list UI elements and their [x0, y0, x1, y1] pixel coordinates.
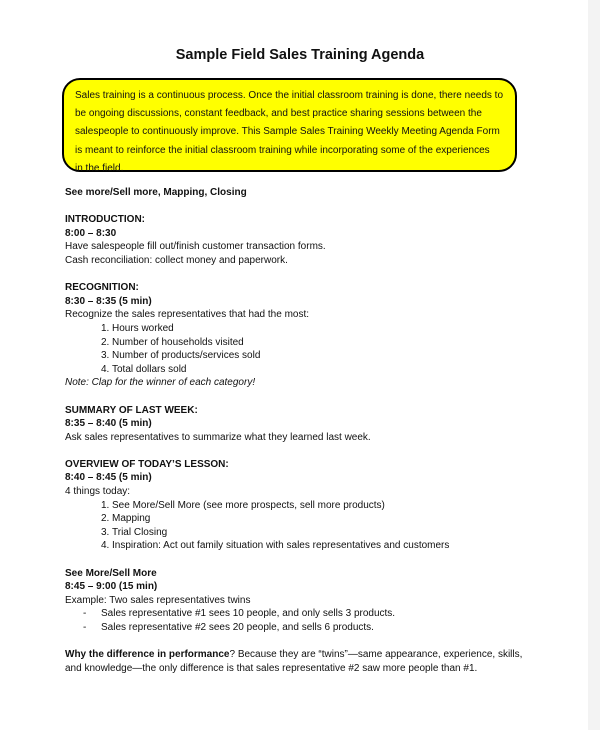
item-text: Mapping: [112, 513, 151, 525]
item-text: Inspiration: Act out family situation with sales representatives and customers: [112, 540, 450, 552]
item-number: 4.: [101, 540, 110, 552]
why-line-2: and knowledge—the only difference is that sales representative #2 saw more people than #1.: [65, 662, 478, 674]
dash-bullet: -: [83, 608, 87, 620]
item-text: Number of products/services sold: [112, 350, 261, 362]
item-text: Total dollars sold: [112, 363, 187, 375]
why-line-1: [65, 648, 590, 662]
intro-callout: [62, 78, 517, 172]
item-number: 1.: [101, 499, 110, 511]
recognition-intro: Recognize the sales representatives that had the most:: [65, 309, 310, 321]
callout-line: salespeople to continuously improve. This Sample Sales Training Weekly Meeting Agenda Form: [75, 126, 500, 138]
list-item: [65, 499, 590, 513]
see-more-heading: See more/Sell more, Mapping, Closing: [65, 187, 247, 198]
intro-line: Have salespeople fill out/finish customer transaction forms.: [65, 241, 326, 253]
seemore-time: 8:45 – 9:00 (15 min): [65, 581, 158, 593]
callout-line: in the field.: [75, 162, 124, 174]
item-number: 3.: [101, 350, 110, 362]
bullet-item: [65, 607, 590, 621]
agenda-body: [65, 186, 590, 675]
dash-bullet: -: [83, 622, 87, 633]
list-item: [65, 526, 590, 540]
seemore-heading: See More/Sell More: [65, 567, 157, 579]
item-number: 2.: [101, 513, 110, 525]
why-rest: ? Because they are “twins”—same appearance, experience, skills,: [229, 649, 523, 661]
callout-line: is meant to reinforce the initial classroom training while incorporating some of the experiences: [75, 144, 490, 156]
callout-line: be ongoing discussions, constant feedback, and best practice sharing sessions between the: [75, 108, 482, 120]
list-item: [65, 539, 590, 553]
item-number: 4.: [101, 363, 110, 375]
callout-line: Sales training is a continuous process. Once the initial classroom training is done, there needs to: [75, 90, 504, 101]
recognition-time: 8:30 – 8:35 (5 min): [65, 295, 152, 307]
seemore-example: Example: Two sales representatives twins: [65, 594, 251, 606]
recognition-note: Note: Clap for the winner of each category!: [65, 377, 256, 389]
why-bold: Why the difference in performance: [65, 649, 230, 661]
summary-heading: SUMMARY OF LAST WEEK:: [65, 404, 198, 416]
list-item: [65, 349, 590, 363]
summary-text: Ask sales representatives to summarize what they learned last week.: [65, 431, 371, 443]
overview-intro: 4 things today:: [65, 486, 131, 498]
overview-time: 8:40 – 8:45 (5 min): [65, 472, 152, 484]
page-title: Sample Field Sales Training Agenda: [175, 47, 425, 63]
intro-heading: INTRODUCTION:: [65, 214, 145, 226]
bullet-text: Sales representative #1 sees 10 people, and only sells 3 products.: [101, 608, 396, 620]
item-number: 3.: [101, 526, 110, 538]
list-item: [65, 363, 590, 377]
item-number: 1.: [101, 322, 110, 334]
list-item: [65, 336, 590, 350]
overview-heading: OVERVIEW OF TODAY’S LESSON:: [65, 458, 229, 470]
list-item: [65, 322, 590, 336]
recognition-heading: RECOGNITION:: [65, 282, 139, 294]
intro-time: 8:00 – 8:30: [65, 227, 117, 239]
item-text: Number of households visited: [112, 336, 244, 348]
summary-time: 8:35 – 8:40 (5 min): [65, 418, 152, 430]
intro-line: Cash reconciliation: collect money and paperwork.: [65, 254, 288, 266]
item-text: Trial Closing: [112, 526, 168, 538]
item-number: 2.: [101, 336, 110, 348]
item-text: Hours worked: [112, 322, 174, 334]
list-item: [65, 512, 590, 526]
bullet-text: Sales representative #2 sees 20 people, and sells 6 products.: [101, 622, 374, 633]
item-text: See More/Sell More (see more prospects, sell more products): [112, 499, 385, 511]
bullet-item: [65, 621, 590, 635]
